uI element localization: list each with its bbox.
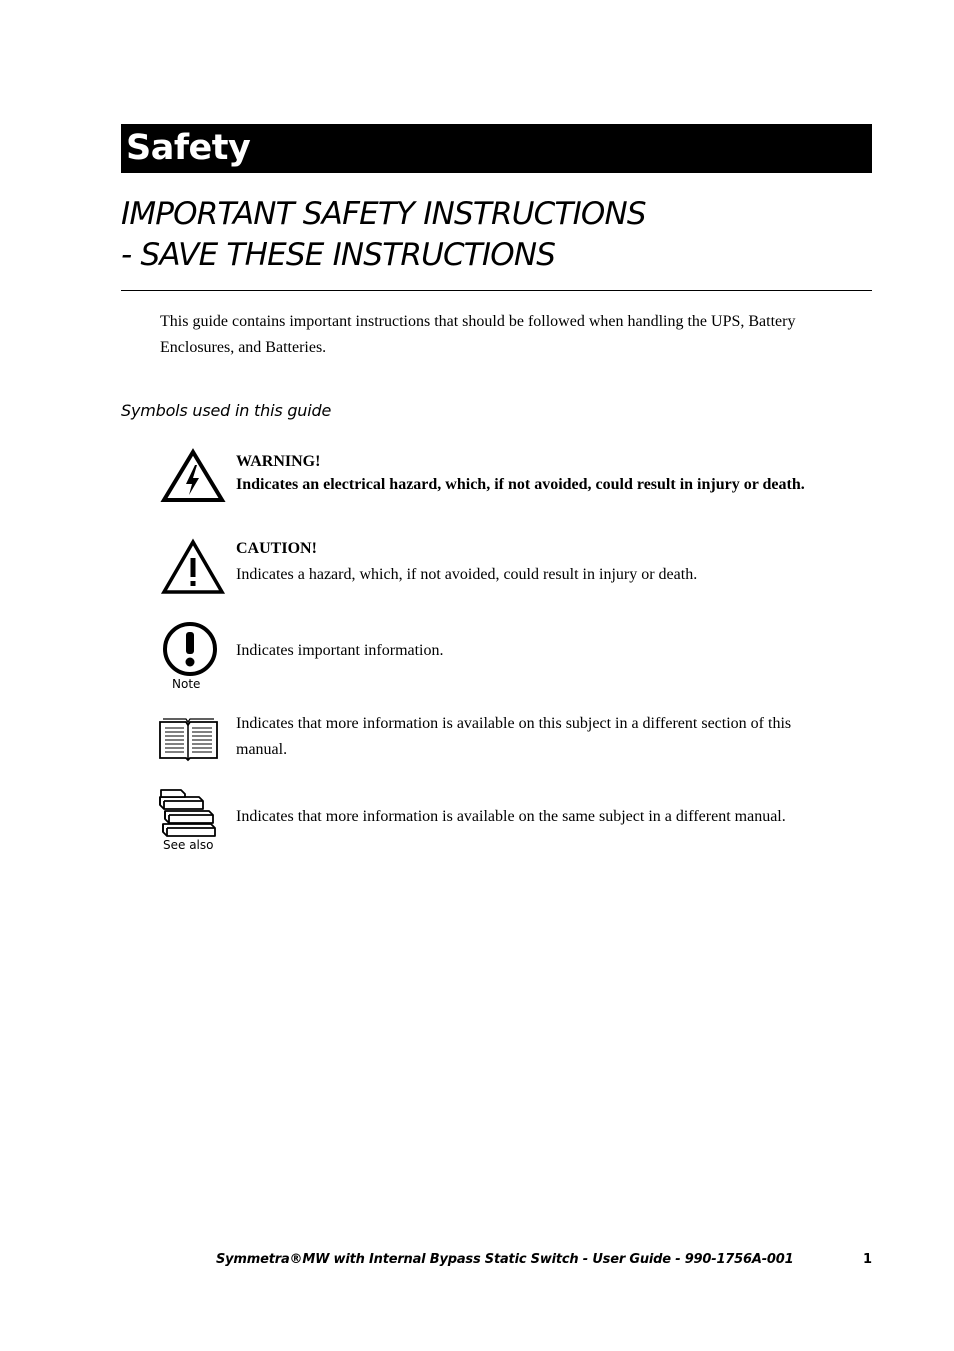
note-caption: Note <box>172 677 201 691</box>
main-heading-line-2: - SAVE THESE INSTRUCTIONS <box>121 237 556 273</box>
chapter-bar <box>121 124 872 173</box>
heading-divider <box>121 290 872 291</box>
open-book-icon <box>157 716 220 762</box>
warning-label: WARNING! <box>236 453 321 470</box>
caution-text: Indicates a hazard, which, if not avoided, could result in injury or death. <box>236 566 698 583</box>
note-text: Indicates important information. <box>236 642 444 659</box>
page-number: 1 <box>863 1252 873 1267</box>
see-also-text: Indicates that more information is available on the same subject in a different manual. <box>236 808 786 825</box>
warning-text: Indicates an electrical hazard, which, if not avoided, could result in injury or death. <box>236 476 805 493</box>
main-heading <box>121 194 881 276</box>
intro-line-2: Enclosures, and Batteries. <box>160 339 327 356</box>
cross-reference-line-1: Indicates that more information is available on this subject in a different section of this <box>236 715 792 732</box>
book-stack-icon <box>157 787 221 839</box>
intro-line-1: This guide contains important instructions that should be followed when handling the UPS, Battery <box>160 313 796 330</box>
intro-paragraph <box>160 309 872 361</box>
electrical-hazard-icon <box>160 448 226 504</box>
see-also-caption: See also <box>163 838 214 852</box>
caution-icon <box>160 538 226 596</box>
see-also-block <box>236 804 872 830</box>
note-icon <box>161 621 219 677</box>
note-block <box>236 638 872 664</box>
warning-block <box>236 450 872 496</box>
chapter-title: Safety <box>126 128 251 168</box>
symbols-heading: Symbols used in this guide <box>121 401 332 420</box>
footer-text: Symmetra®MW with Internal Bypass Static Switch - User Guide - 990-1756A-001 <box>216 1252 794 1267</box>
caution-label: CAUTION! <box>236 540 317 557</box>
cross-reference-block <box>236 711 872 763</box>
main-heading-line-1: IMPORTANT SAFETY INSTRUCTIONS <box>121 196 646 232</box>
caution-block <box>236 536 872 588</box>
cross-reference-line-2: manual. <box>236 741 288 758</box>
